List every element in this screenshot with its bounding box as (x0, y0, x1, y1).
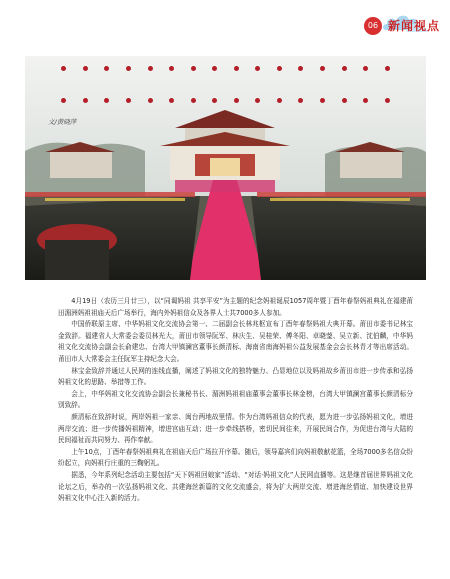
temple-plaza-image (25, 56, 426, 280)
paragraph: 会上，中华妈祖文化交流协会副会长兼秘书长、湄洲妈祖祖庙董事会董事长林金榜，台湾大甲镇澜宫董事长颜清标分别致辞。 (58, 389, 413, 410)
paragraph: 4月19日（农历三月廿三），以“同谒妈祖 共享平安”为主题的纪念妈祖诞辰1057周年暨丁酉年春祭妈祖典礼在福建莆田湄洲妈祖祖庙天后广场举行，海内外妈祖信众及各界人士共7000多人参加。 (58, 297, 413, 317)
ceremony-photo (25, 56, 426, 280)
paragraph: 据悉，今年系列纪念活动主要包括“天下妈祖回娘家”活动、“对话·妈祖文化”人民网直播等。这是继首届世界妈祖文化论坛之后，举办的一次弘扬妈祖文化、共建海丝新篇的文化交流盛会，将为扩大两岸交流、增进海丝情谊、加快建设世界妈祖文化中心注入新的活力。 (58, 470, 413, 503)
decorative-dots-middle (25, 98, 426, 103)
page-header (330, 0, 450, 40)
paragraph: 中国侨联原主席、中华妈祖文化交流协会第一、二届副会长林兆枢宣布丁酉年春祭妈祖大典开幕。莆田市委书记林宝金致辞。福建省人大常委会委员林光大，莆田市领导阮军、林庆生、吴桂荣、傅冬阳、卓晓蓥、吴立新、沈伯麟，中华妈祖文化交流协会副会长俞建忠、台湾大甲镇澜宫董事长颜清标、海南省南海妈祖公益发展基金会会长林青才等出席活动。莆田市人大常委会主任阮军主持纪念大会。 (58, 320, 413, 363)
paragraph: 颜清标在致辞时说，两岸妈祖一家亲、闽台两地故里情。作为台湾妈祖信众的代表，愿为进一步弘扬妈祖文化，增进两岸交流；进一步传播妈祖精神，增进宫庙互动；进一步牵线搭桥，密切民间往来，开展民间合作，为促进台湾与大陆的民间福祉而共同努力、再作奉献。 (58, 412, 413, 445)
paragraph: 林宝金致辞并通过人民网的连线直播，阐述了妈祖文化的独特魅力、凸显地位以及妈祖故乡莆田市进一步传承和弘扬妈祖文化的思路、举措等工作。 (58, 366, 413, 387)
page-number: 06 (364, 17, 382, 35)
decorative-dots-top (25, 66, 426, 71)
article-body (58, 296, 413, 505)
paragraph: 上午10点，丁酉年春祭妈祖典礼在祖庙天后广场拉开序幕。随后，领导嘉宾们向妈祖敬献花篮，全场7000多名信众纷纷起立，向妈祖行庄重的三鞠躬礼。 (58, 447, 413, 468)
section-title: 新闻视点 (387, 19, 440, 33)
author-credit: 文/黄晓萍 (48, 118, 77, 126)
